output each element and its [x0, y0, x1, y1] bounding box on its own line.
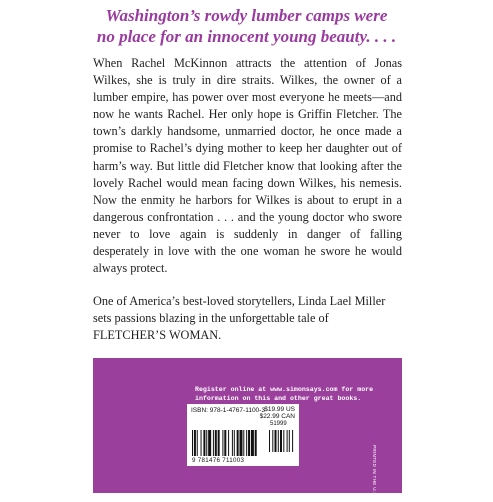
- barcode-bar: [237, 430, 239, 456]
- barcode-bar: [251, 430, 254, 456]
- barcode-bar: [246, 430, 247, 456]
- barcode-bar: [232, 430, 233, 456]
- barcode-bar: [206, 430, 207, 456]
- barcode-addon-code: 51999: [270, 421, 287, 427]
- addon-bar: [272, 430, 273, 452]
- barcode-bar: [218, 430, 220, 456]
- barcode-bar: [197, 430, 198, 456]
- register-online-text: [195, 385, 395, 403]
- barcode-bar: [248, 430, 250, 456]
- barcode-bar: [194, 430, 196, 456]
- blurb: [93, 55, 402, 345]
- isbn-text: ISBN: 978-1-4767-1100-3: [191, 407, 265, 414]
- tagline: [0, 5, 493, 47]
- barcode-bar: [192, 430, 193, 456]
- barcode-bar: [203, 430, 205, 456]
- addon-bar: [283, 430, 284, 452]
- barcode-bar: [201, 430, 202, 456]
- tagline-line-1: Washington’s rowdy lumber camps were: [105, 6, 388, 25]
- barcode-bar: [243, 430, 244, 456]
- barcode-bar: [208, 430, 211, 456]
- barcode-bar: [213, 430, 214, 456]
- addon-bar: [292, 430, 293, 452]
- price-block: [260, 406, 295, 420]
- tagline-line-2: no place for an innocent young beauty. . . .: [96, 27, 397, 46]
- printed-in-usa: PRINTED IN THE U.S.A.: [372, 445, 377, 502]
- barcode-bar: [234, 430, 235, 456]
- blurb-paragraph-2: One of America’s best-loved storytellers, Linda Lael Miller sets passions blazing in the unforgettable tale of FLETCHER’S WOMAN.: [93, 294, 386, 343]
- barcode-digits: 9 781476 711003: [192, 457, 245, 464]
- price-can: $22.99 CAN: [259, 413, 295, 420]
- barcode-bar: [224, 430, 226, 456]
- price-us: $19.99 US: [264, 406, 295, 413]
- addon-bar: [289, 430, 290, 452]
- blurb-paragraph-1: When Rachel McKinnon attracts the attention of Jonas Wilkes, she is truly in dire straits. Wilkes, the owner of a lumber empire, has power over most everyone he meets—and now he wants Rachel. Her only hope is Griffin Fletcher. The town’s darkly handsome, unmarried doctor, he once made a promise to Rachel’s dying mother to keep her daughter out of harm’s way. But little did Fletcher know that looking after the lovely Rachel would mean facing down Wilkes, his nemesis. Now the enmity he harbors for Wilkes is about to erupt in a dangerous confrontation . . . and the young doctor who swore never to love again is suddenly in danger of falling desperately in love with the one woman he swore he would always protect.: [93, 56, 402, 276]
- addon-bar: [280, 430, 282, 452]
- addon-bar: [287, 430, 288, 452]
- addon-bar: [278, 430, 279, 452]
- register-line-2: information on this and other great books.: [195, 395, 362, 402]
- barcode-bar: [228, 430, 229, 456]
- barcode-bar: [255, 430, 257, 456]
- barcode-bar: [222, 430, 223, 456]
- barcode-bar: [240, 430, 243, 456]
- addon-bar: [269, 430, 270, 452]
- register-line-1: Register online at www.simonsays.com for more: [195, 386, 374, 393]
- addon-bar: [275, 430, 277, 452]
- barcode-bar: [215, 430, 217, 456]
- barcode-panel: [187, 404, 299, 466]
